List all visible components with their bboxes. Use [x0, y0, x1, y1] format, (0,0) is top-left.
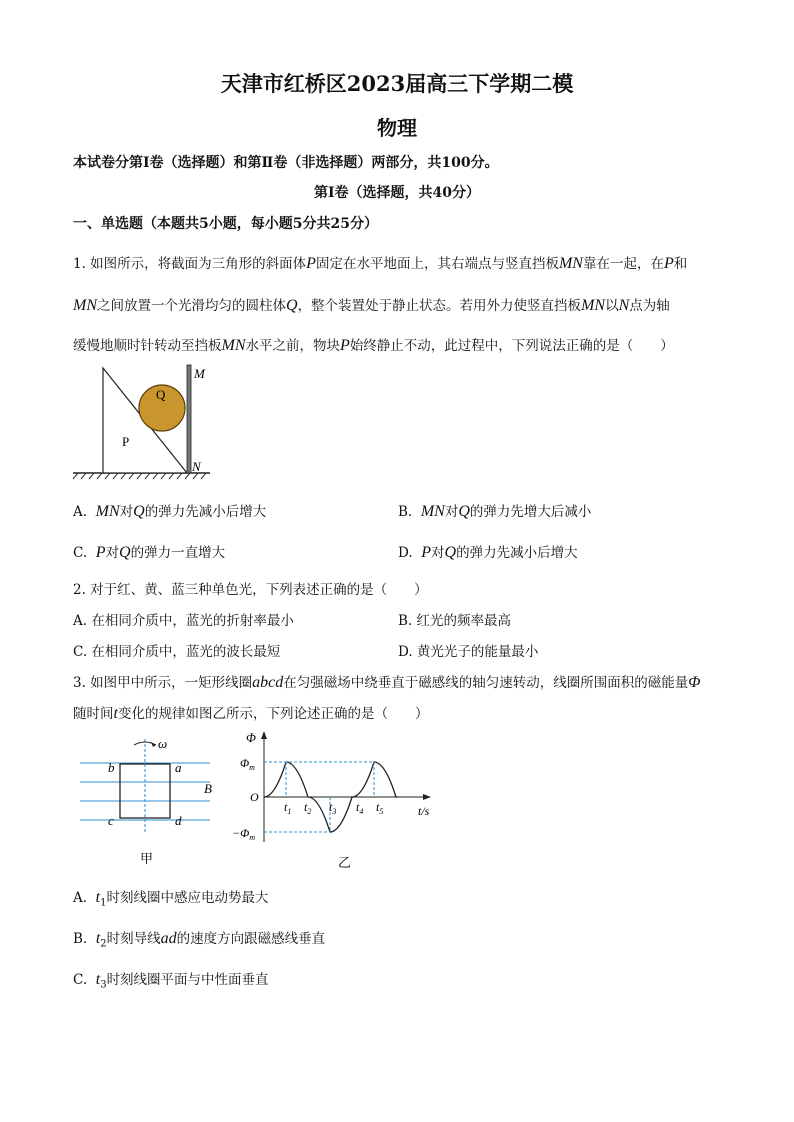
label-field-b: B	[204, 781, 212, 796]
q3-figure-jia	[78, 735, 218, 870]
page-title: 天津市红桥区2023届高三下学期二模	[220, 71, 574, 96]
label-q: Q	[156, 387, 166, 402]
label-phi: Φ	[246, 730, 256, 745]
q3-figure-yi	[228, 727, 443, 872]
tick-t5: $t_5$	[376, 800, 384, 816]
q2-stem: 2. 对于红、黄、蓝三种单色光，下列表述正确的是（ ）	[73, 582, 428, 598]
q1-stem-line1: 1. 如图所示，将截面为三角形的斜面体P固定在水平地面上，其右端点与竖直挡板MN靠在一起，在P和	[73, 255, 688, 272]
section1-title: 一、单选题（本题共5小题，每小题5分共25分）	[73, 216, 378, 232]
q2-option-a[interactable]: A. 在相同介质中，蓝光的折射率最小	[73, 613, 294, 629]
q1-figure	[70, 360, 220, 480]
caption-jia: 甲	[140, 851, 154, 866]
caption-yi: 乙	[338, 855, 352, 870]
label-p: P	[122, 434, 130, 449]
q3-option-b[interactable]: B. $t_2$时刻导线ad的速度方向跟磁感线垂直	[73, 930, 326, 950]
q3-option-c[interactable]: C. $t_3$时刻线圈平面与中性面垂直	[73, 971, 269, 991]
board-mn	[187, 365, 191, 473]
q3-stem-line1: 3. 如图甲中所示，一矩形线圈abcd在匀强磁场中绕垂直于磁感线的轴匀速转动，线圈所围面积的磁能量Φ	[73, 674, 701, 691]
ground-hatching	[73, 473, 206, 479]
tick-t1: $t_1$	[284, 800, 292, 816]
part1-title: 第Ⅰ卷（选择题，共40分）	[313, 185, 481, 201]
q2-option-d[interactable]: D. 黄光光子的能量最小	[398, 644, 539, 660]
q1-option-b[interactable]: B. MN对Q的弹力先增大后减小	[398, 503, 592, 520]
q1-stem-line3: 缓慢地顺时针转动至挡板MN水平之前，物块P始终静止不动，此过程中，下列说法正确的是（ ）	[73, 337, 674, 354]
label-n: N	[192, 459, 201, 474]
label-omega: ω	[158, 736, 168, 751]
subject-title: 物理	[377, 116, 417, 140]
q3-option-a[interactable]: A. $t_1$时刻线圈中感应电动势最大	[73, 889, 269, 909]
tick-t3: $t_3$	[329, 800, 337, 816]
q1-stem-line2: MN之间放置一个光滑均匀的圆柱体Q，整个装置处于静止状态。若用外力使竖直挡板MN以N点为轴	[73, 297, 670, 314]
tick-t2: $t_2$	[304, 800, 312, 816]
q1-option-a[interactable]: A. MN对Q的弹力先减小后增大	[73, 503, 267, 520]
label-neg-phi-m: $-\Phi_m$	[232, 826, 256, 842]
label-a: a	[175, 760, 182, 775]
label-m: M	[194, 366, 205, 381]
q3-stem-line2: 随时间t变化的规律如图乙所示，下列论述正确的是（ ）	[73, 705, 429, 722]
label-phi-m: $\Phi_m$	[240, 756, 255, 772]
exam-intro: 本试卷分第Ⅰ卷（选择题）和第Ⅱ卷（非选择题）两部分，共100分。	[73, 155, 499, 171]
label-d: d	[175, 813, 182, 828]
q2-option-c[interactable]: C. 在相同介质中，蓝光的波长最短	[73, 644, 281, 660]
label-c: c	[108, 813, 114, 828]
q2-option-b[interactable]: B. 红光的频率最高	[398, 613, 512, 629]
label-axis-unit: t/s	[418, 804, 430, 818]
tick-t4: $t_4$	[356, 800, 364, 816]
label-b: b	[108, 760, 115, 775]
q1-option-c[interactable]: C. P对Q的弹力一直增大	[73, 544, 226, 561]
label-origin: O	[250, 790, 259, 804]
q1-option-d[interactable]: D. P对Q的弹力先减小后增大	[398, 544, 578, 561]
